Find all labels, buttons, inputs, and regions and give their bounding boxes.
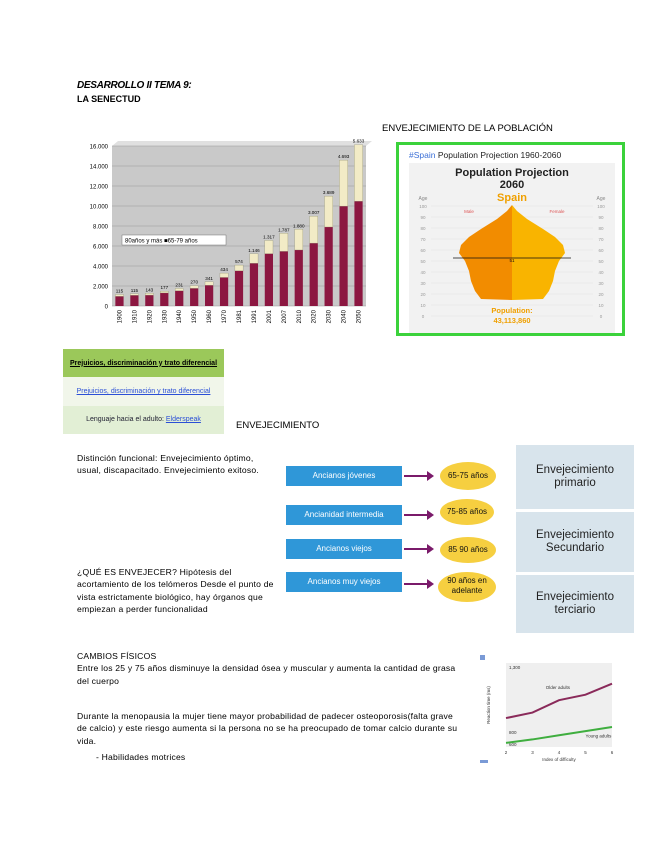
x-tick-label: 5 [584,750,587,755]
bar-total-label: 177 [160,285,169,291]
bar-80-plus [190,286,198,289]
arrow-icon [404,583,428,585]
aging-type-secondary: Envejecimiento Secundario [516,512,634,572]
section-aging-heading: ENVEJECIMIENTO [236,420,320,431]
range-oval-65-75: 65-75 años [440,462,496,490]
age-tick-left: 80 [420,226,426,231]
x-tick-label: 2010 [296,310,303,324]
age-tick-left: 10 [420,303,426,308]
bar-total-label: 115 [130,287,139,293]
aging-type-tertiary: Envejecimiento terciario [516,575,634,633]
age-tick-left: 30 [420,281,426,286]
bar-total-label: 5.633 [352,138,365,144]
x-tick-label: 1991 [251,310,258,324]
bar-80-plus [265,240,273,253]
x-tick-label: 2050 [356,310,363,324]
y-tick-label: 8.000 [92,224,108,231]
y-tick-label: 12.000 [89,184,108,191]
y-tick-label: 2.000 [92,284,108,291]
age-tick-left: 40 [420,270,426,275]
bar-80-plus [325,196,333,227]
group-box-old-old: Ancianos viejos [286,539,402,559]
age-tick-left: 70 [420,237,426,242]
pop-year: 2060 [499,179,525,191]
bar-total-label: 1.317 [263,234,275,240]
x-axis-label: Index of difficulty [542,757,576,762]
legend-text: 80años y más ■65-79 años [125,238,198,245]
x-tick-label: 1960 [207,310,214,324]
y-tick-label: 10.000 [89,204,108,211]
bar-80-plus [130,294,138,295]
x-tick-label: 2007 [281,310,288,324]
bar-total-label: 1.146 [248,247,260,253]
pop-header-text: Population Projection 1960-2060 [437,150,562,160]
age-label-left: Age [418,196,428,202]
bar-total-label: 1.880 [293,223,305,229]
range-oval-90-plus: 90 años en adelante [438,572,496,602]
bar-total-label: 115 [115,288,124,294]
age-tick-right: 40 [598,270,604,275]
bar-total-label: 231 [175,282,184,288]
bar-65-79 [325,227,333,306]
age-tick-left: 100 [419,204,427,209]
pyramid-male-shape [459,205,512,300]
bar-total-label: 270 [190,279,199,285]
age-tick-right: 90 [598,215,604,220]
x-tick-label: 2040 [341,310,348,324]
age-tick-right: 70 [598,237,604,242]
group-box-middle-old: Ancianidad intermedia [286,505,402,525]
age-tick-right: 30 [598,281,604,286]
bar-65-79 [280,251,288,306]
bar-total-label: 574 [235,259,243,265]
bar-65-79 [205,285,213,306]
doc-title: DESARROLLO II TEMA 9: [77,80,192,91]
x-tick-label: 2030 [326,310,333,324]
x-tick-label: 4 [557,750,561,755]
age-tick-left: 90 [420,215,426,220]
figure-marker [480,655,485,660]
bar-total-label: 3.007 [307,210,320,216]
age-tick-left: 60 [420,248,426,253]
age-tick-right: 20 [598,292,604,297]
bar-total-label: 341 [205,275,213,281]
x-tick-label: 1930 [162,310,169,324]
x-tick-label: 2 [504,750,508,755]
bar-80-plus [280,233,288,251]
arrow-icon [404,514,428,516]
bar-80-plus [354,145,362,201]
bar-65-79 [250,263,258,306]
table-row-elderspeak [63,406,224,434]
range-oval-75-85: 75-85 años [440,499,494,525]
table-row-prejudice-link[interactable]: Prejuicios, discriminación y trato diferencial [63,377,224,405]
y-tick-label: 0 [104,304,108,311]
y-tick-label: 6.000 [92,244,108,251]
doc-subtitle: LA SENECTUD [77,94,141,104]
group-box-young-old: Ancianos jóvenes [286,466,402,486]
motor-skills-bullet: - Habilidades motrices [96,752,186,762]
bar-65-79 [175,291,183,306]
y-tick-label: 800 [509,729,517,735]
bar-total-label: 3.689 [322,190,335,196]
bar-65-79 [339,206,347,306]
section-population-heading: ENVEJECIMIENTO DE LA POBLACIÓN [382,123,553,134]
figure-marker-bottom [480,760,488,763]
pop-country: Spain [497,192,527,204]
x-tick-label: 3 [531,750,534,755]
bar-80-plus [235,265,243,271]
population-projection-card [396,142,625,336]
age-tick-right: 10 [598,303,604,308]
plot-3d-top [112,138,372,146]
bar-65-79 [354,201,362,306]
reaction-time-line-chart [478,655,618,765]
bar-65-79 [145,295,153,306]
age-tick-right: 0 [599,314,603,319]
pyramid-female-shape [512,205,565,300]
bar-80-plus [115,295,123,297]
bar-80-plus [295,229,303,250]
pop-total-label: Population: [491,306,533,315]
x-tick-label: 1981 [237,310,243,324]
y-tick-label: 14.000 [89,164,108,171]
age-tick-right: 50 [598,259,604,264]
x-tick-label: 1900 [117,310,124,324]
age-tick-right: 60 [598,248,604,253]
bar-65-79 [115,296,123,306]
pop-total-value: 43,113,860 [493,316,531,325]
bar-total-label: 1.787 [278,227,290,233]
bar-65-79 [130,295,138,306]
bar-65-79 [220,277,228,306]
table-header: Prejuicios, discriminación y trato diferencial [63,349,224,377]
bar-80-plus [145,293,153,295]
x-tick-label: 1920 [147,310,154,324]
x-tick-label: 2020 [311,310,318,324]
bar-80-plus [339,160,347,206]
bar-65-79 [295,250,303,306]
bar-65-79 [235,271,243,306]
pop-header [409,150,561,160]
bar-total-label: 434 [220,267,228,273]
arrow-icon [404,548,428,550]
bar-65-79 [310,243,318,306]
bar-80-plus [250,254,258,263]
age-tick-left: 50 [420,259,426,264]
series-label-young: Young adults [585,733,612,739]
bar-65-79 [160,293,168,306]
pop-hashtag: #Spain [409,150,436,160]
age-label-right: Age [596,196,606,202]
pop-pyramid-area [409,163,615,333]
y-axis-label: Reaction time (ms) [486,686,491,724]
physical-changes-text: Entre los 25 y 75 años disminuye la densidad ósea y muscular y aumenta la cantidad de grasa del cuerpo [77,663,456,686]
physical-changes-block [77,650,457,687]
what-is-aging-text: ¿QUÉ ES ENVEJECER? Hipótesis del acortamiento de los telómeros Desde el punto de vista estrictamente biológico, hay órganos que empiezan a perder funcionalidad [77,567,274,614]
arrow-icon [404,475,428,477]
functional-distinction-text: Distinción funcional: Envejecimiento óptimo, usual, discapacitado. Envejecimiento exitoso. [77,453,259,476]
x-tick-label: 1910 [132,310,139,324]
y-tick-label: 600 [509,742,517,747]
y-tick-label: 16.000 [89,144,108,151]
age-tick-right: 80 [598,226,604,231]
age-tick-left: 0 [421,314,425,319]
x-tick-label: 2001 [266,310,273,324]
population-bar-chart [74,138,376,338]
bar-65-79 [265,254,273,306]
bar-80-plus [175,288,183,290]
y-tick-label: 1,300 [509,665,521,670]
median-label: 51 [509,258,515,263]
age-tick-left: 20 [420,292,426,297]
y-tick-label: 4.000 [92,264,108,271]
prejudice-table [63,349,224,434]
x-tick-label: 6 [610,750,614,755]
bar-80-plus [220,273,228,277]
bar-total-label: 4.693 [337,154,350,160]
population-pyramid [409,163,615,333]
range-oval-85-90: 85 90 años [440,537,496,563]
aging-type-primary: Envejecimiento primario [516,445,634,509]
elderspeak-link[interactable]: Elderspeak [165,416,201,424]
bar-80-plus [160,291,168,293]
physical-changes-title: CAMBIOS FÍSICOS [77,651,157,661]
age-tick-right: 100 [597,204,605,209]
male-label: Male [464,209,474,214]
pop-title: Population Projection [455,167,569,179]
bar-65-79 [190,288,198,306]
bar-80-plus [310,216,318,243]
x-tick-label: 1940 [177,310,184,324]
menopause-text: Durante la menopausia la mujer tiene mayor probabilidad de padecer osteoporosis(falta grave de calcio) y este riesgo aumenta si la persona no se ha preocupado de tomar calcio durante su vida. [77,711,458,746]
x-tick-label: 1970 [222,310,229,324]
series-label-older: Older adults [545,685,571,691]
x-tick-label: 1950 [192,310,199,324]
female-label: Female [549,209,565,214]
bar-total-label: 143 [145,287,154,293]
bar-80-plus [205,282,213,285]
group-box-oldest-old: Ancianos muy viejos [286,572,402,592]
elderspeak-prefix: Lenguaje hacia el adulto: [86,416,164,424]
